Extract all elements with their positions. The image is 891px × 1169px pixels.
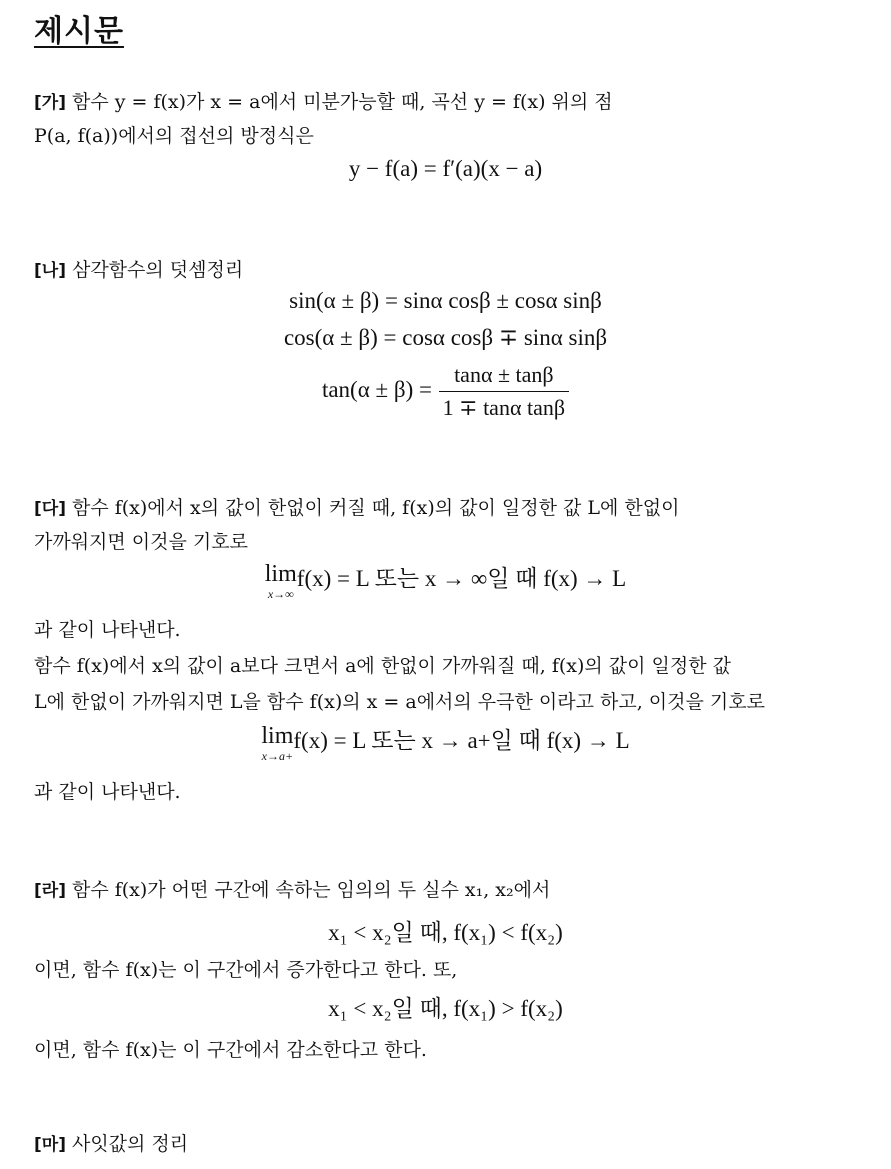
section-ga-line2: P(a, f(a))에서의 접선의 방정식은	[34, 125, 314, 147]
section-da-line2: 가까워지면 이것을 기호로	[34, 531, 248, 553]
section-ra-line1	[34, 876, 550, 905]
right-limit-subscript: x→a+	[261, 748, 294, 763]
right-limit-formula	[0, 722, 891, 762]
section-ra-line3: 이면, 함수 f(x)는 이 구간에서 감소한다고 한다.	[34, 1039, 427, 1061]
tangent-line-formula: y − f(a) = f′(a)(x − a)	[348, 156, 543, 181]
section-na-line1	[34, 256, 243, 285]
section-ra-tag: [라]	[34, 881, 66, 901]
section-ga-text1: 함수 y = f(x)가 x = a에서 미분가능할 때, 곡선 y = f(x) 위의 점	[71, 91, 613, 113]
section-ma-tag: [마]	[34, 1135, 66, 1155]
section-ma-text1: 사잇값의 정리	[71, 1133, 189, 1155]
limit-word: lim	[264, 560, 297, 587]
section-na-tag: [나]	[34, 261, 66, 281]
tan-formula-denominator: 1 ∓ tanα tanβ	[442, 395, 566, 420]
page-title: 제시문	[34, 14, 124, 49]
right-limit-word: lim	[261, 722, 294, 749]
section-da-line1	[34, 494, 679, 523]
section-da-tag: [다]	[34, 499, 66, 519]
sin-addition-formula: sin(α ± β) = sinα cosβ ± cosα sinβ	[289, 288, 602, 313]
limit-infinity-rest: f(x) = L 또는 x → ∞일 때 f(x) → L	[296, 566, 627, 591]
section-ra-line2: 이면, 함수 f(x)는 이 구간에서 증가한다고 한다. 또,	[34, 959, 458, 981]
section-ga-line1	[34, 88, 613, 117]
section-ga-tag: [가]	[34, 93, 66, 113]
section-da-line4: 함수 f(x)에서 x의 값이 a보다 크면서 a에 한없이 가까워질 때, f(x)의 값이 일정한 값	[34, 655, 731, 677]
tan-formula-fraction	[439, 362, 569, 421]
section-da-text1: 함수 f(x)에서 x의 값이 한없이 커질 때, f(x)의 값이 일정한 값 L에 한없이	[71, 497, 680, 519]
section-na-text1: 삼각함수의 덧셈정리	[71, 259, 244, 281]
cos-addition-formula: cos(α ± β) = cosα cosβ ∓ sinα sinβ	[283, 325, 608, 350]
decreasing-condition-formula: x₁ < x₂일 때, f(x₁) > f(x₂)	[328, 996, 563, 1021]
right-limit-rest: f(x) = L 또는 x → a+일 때 f(x) → L	[293, 728, 630, 753]
tan-formula-lhs: tan(α ± β) =	[321, 377, 432, 402]
section-da-line5: L에 한없이 가까워지면 L을 함수 f(x)의 x = a에서의 우극한 이라고 하고, 이것을 기호로	[34, 691, 765, 713]
increasing-condition-formula: x₁ < x₂일 때, f(x₁) < f(x₂)	[328, 920, 563, 945]
limit-infinity-formula	[0, 560, 891, 600]
tan-formula-numerator: tanα ± tanβ	[439, 362, 569, 392]
section-ma-line1	[34, 1130, 188, 1159]
section-ra-text1: 함수 f(x)가 어떤 구간에 속하는 임의의 두 실수 x₁, x₂에서	[71, 879, 551, 901]
limit-operator	[265, 562, 297, 600]
section-da-line3: 과 같이 나타낸다.	[34, 619, 181, 641]
limit-subscript: x→∞	[267, 586, 294, 601]
right-limit-operator	[261, 724, 293, 762]
section-da-line6: 과 같이 나타낸다.	[34, 781, 181, 803]
tan-addition-formula	[0, 362, 891, 421]
